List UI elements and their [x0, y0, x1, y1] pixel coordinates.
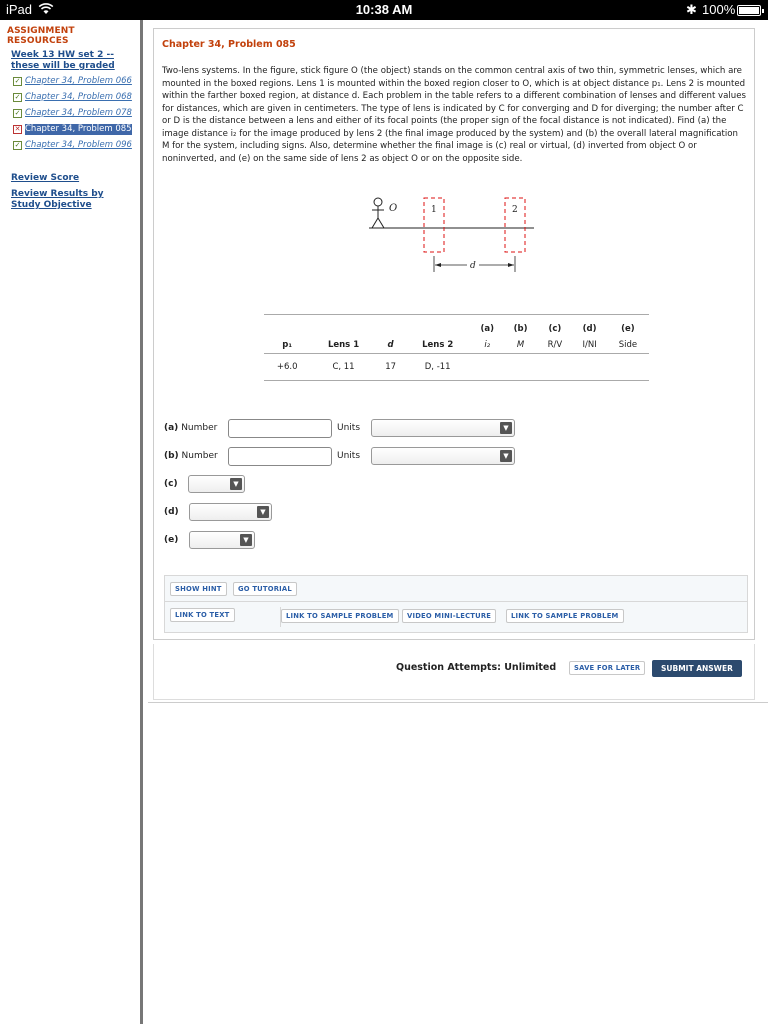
- answer-row-a: [164, 417, 515, 439]
- table-cell: [572, 354, 606, 381]
- table-cell: [537, 354, 572, 381]
- answer-e-select[interactable]: [189, 531, 255, 549]
- col-header: Side: [618, 340, 638, 350]
- question-attempts: Question Attempts: Unlimited: [396, 662, 557, 673]
- sidebar-item-label[interactable]: Chapter 34, Problem 066: [25, 76, 132, 86]
- answer-form: [164, 417, 515, 557]
- table-cell: [607, 354, 649, 381]
- table-cell: D, -11: [405, 354, 471, 381]
- units-label: Units: [337, 423, 361, 433]
- chevron-down-icon: ▼: [257, 506, 269, 518]
- chevron-down-icon: ▼: [500, 422, 512, 434]
- bluetooth-icon: ✱: [686, 2, 697, 17]
- answer-row-b: [164, 445, 515, 467]
- check-icon: ✓: [14, 93, 21, 101]
- part-a-text: Number: [181, 423, 218, 433]
- col-part-d: (d): [572, 315, 606, 338]
- table-row: [264, 354, 649, 381]
- answer-row-d: [164, 501, 515, 523]
- lens-2-label: 2: [512, 205, 518, 215]
- part-c-label: (c): [164, 479, 178, 489]
- sidebar-item-085[interactable]: [13, 124, 134, 135]
- x-mark-icon: ✕: [14, 125, 21, 133]
- sidebar-title: ASSIGNMENT RESOURCES: [7, 26, 75, 46]
- col-header: I/NI: [582, 340, 597, 350]
- col-part-e: (e): [607, 315, 649, 338]
- link-to-text-button[interactable]: LINK TO TEXT: [170, 608, 235, 622]
- part-e-label: (e): [164, 535, 179, 545]
- col-header: d: [387, 340, 394, 350]
- chevron-down-icon: ▼: [500, 450, 512, 462]
- status-bar: [0, 0, 768, 20]
- answer-a-units-select[interactable]: [371, 419, 515, 437]
- sidebar-item-066[interactable]: [13, 76, 134, 87]
- sample-problem-button-1[interactable]: LINK TO SAMPLE PROBLEM: [281, 609, 399, 623]
- help-toolbar: [164, 575, 748, 633]
- part-a-label: (a): [164, 423, 179, 433]
- lens-figure: [369, 196, 539, 281]
- col-part-a: (a): [471, 315, 504, 338]
- col-header: R/V: [547, 340, 563, 350]
- col-header: Lens 2: [422, 340, 454, 350]
- stick-figure-icon: [372, 198, 384, 228]
- col-header: p₁: [282, 340, 293, 350]
- go-tutorial-button[interactable]: GO TUTORIAL: [233, 582, 297, 596]
- answer-row-c: [164, 473, 515, 495]
- clock: 10:38 AM: [355, 2, 413, 17]
- assignment-sidebar: [0, 20, 143, 1024]
- table-cell: 17: [377, 354, 405, 381]
- answer-row-e: [164, 529, 515, 551]
- problem-table: [264, 314, 649, 381]
- review-score-link[interactable]: Review Score: [11, 173, 80, 183]
- wifi-icon: [38, 3, 54, 18]
- device-name: iPad: [6, 2, 33, 17]
- sidebar-item-096[interactable]: [13, 140, 134, 151]
- sidebar-item-label[interactable]: Chapter 34, Problem 096: [25, 140, 132, 150]
- table-cell: [504, 354, 538, 381]
- show-hint-button[interactable]: SHOW HINT: [170, 582, 227, 596]
- main-content: [153, 28, 755, 640]
- sidebar-item-078[interactable]: [13, 108, 134, 119]
- part-d-label: (d): [164, 507, 179, 517]
- save-for-later-button[interactable]: SAVE FOR LATER: [569, 661, 645, 675]
- units-label: Units: [337, 451, 361, 461]
- distance-label: d: [470, 261, 476, 271]
- answer-b-units-select[interactable]: [371, 447, 515, 465]
- col-header: M: [516, 340, 525, 350]
- problem-text: Two-lens systems. In the figure, stick figure O (the object) stands on the common central axis of two thin, symmetric lenses, which are mounted in the boxed regions. Lens 1 is mounted within the boxed region closer to O, which is at object distance p₁. Lens 2 is mounted within the farther boxed region, at distance d. Each problem in the table refers to a different combination of lenses and different values for distances, which are given in centimeters. The type of lens is indicated by C for converging and D for diverging; the number after C or D is the distance between a lens and either of its focal points (the proper sign of the focal distance is not indicated). Find (a) the image distance i₂ for the image produced by lens 2 (the final image produced by the system) and (b) the overall lateral magnification M for the system, including signs. Also, determine whether the final image is (c) real or virtual, (d) inverted from object O or noninverted, and (e) on the same side of lens 2 as object O or on the opposite side.: [162, 66, 746, 164]
- check-icon: ✓: [14, 109, 21, 117]
- chevron-down-icon: ▼: [240, 534, 252, 546]
- sidebar-item-label[interactable]: Chapter 34, Problem 085: [25, 124, 132, 134]
- part-b-label: (b): [164, 451, 179, 461]
- answer-d-select[interactable]: [189, 503, 272, 521]
- sample-problem-button-2[interactable]: LINK TO SAMPLE PROBLEM: [506, 609, 624, 623]
- object-label: O: [389, 203, 398, 214]
- sidebar-item-label[interactable]: Chapter 34, Problem 078: [25, 108, 132, 118]
- sidebar-item-068[interactable]: [13, 92, 134, 103]
- problem-card: [153, 28, 755, 640]
- sidebar-item-label[interactable]: Chapter 34, Problem 068: [25, 92, 132, 102]
- col-part-c: (c): [537, 315, 572, 338]
- submit-bar: [153, 644, 755, 700]
- part-b-text: Number: [181, 451, 218, 461]
- problem-title: Chapter 34, Problem 085: [162, 39, 296, 50]
- answer-a-number-input[interactable]: [228, 419, 332, 438]
- answer-c-select[interactable]: [188, 475, 245, 493]
- col-header: Lens 1: [327, 340, 360, 350]
- col-part-b: (b): [504, 315, 538, 338]
- check-icon: ✓: [14, 141, 21, 149]
- lens-1-label: 1: [431, 205, 437, 215]
- video-mini-lecture-button[interactable]: VIDEO MINI-LECTURE: [402, 609, 496, 623]
- table-cell: [471, 354, 504, 381]
- col-header: i₂: [484, 340, 491, 350]
- check-icon: ✓: [14, 77, 21, 85]
- battery-icon: [737, 5, 761, 16]
- submit-answer-button[interactable]: SUBMIT ANSWER: [652, 660, 742, 677]
- review-results-link[interactable]: Review Results by Study Objective: [11, 189, 104, 210]
- answer-b-number-input[interactable]: [228, 447, 332, 466]
- table-cell: +6.0: [264, 354, 310, 381]
- battery-percent: 100%: [702, 2, 736, 17]
- week-link[interactable]: Week 13 HW set 2 -- these will be graded: [11, 50, 115, 71]
- chevron-down-icon: ▼: [230, 478, 242, 490]
- table-cell: C, 11: [310, 354, 376, 381]
